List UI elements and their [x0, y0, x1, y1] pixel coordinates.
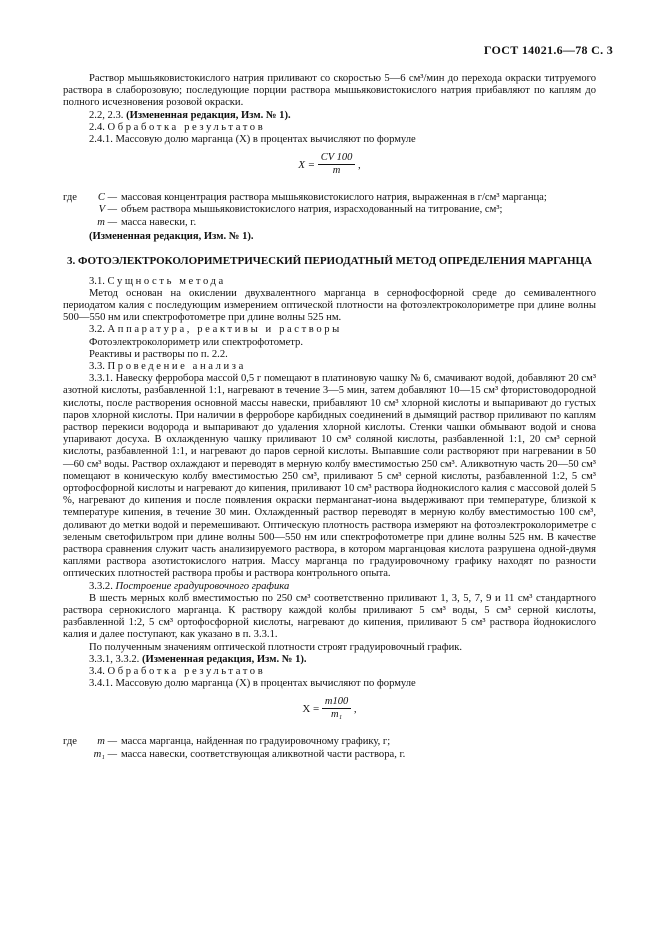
clause-3-4-1: 3.4.1. Массовую долю марганца (X) в процентах вычисляют по формуле: [89, 678, 416, 690]
definitions-2: [63, 736, 596, 760]
clause-2-4-1: 2.4.1. Массовую долю марганца (X) в процентах вычисляют по формуле: [89, 134, 416, 146]
page-header: ГОСТ 14021.6—78 С. 3: [483, 43, 613, 57]
definition-row: [63, 204, 596, 216]
section-3-title: 3. ФОТОЭЛЕКТРОКОЛОРИМЕТРИЧЕСКИЙ ПЕРИОДАТНЫЙ МЕТОД ОПРЕДЕЛЕНИЯ МАРГАНЦА: [66, 255, 593, 268]
definition-text: массовая концентрация раствора мышьяковистокислого натрия, выраженная в г/см³ марганца;: [121, 192, 547, 204]
clause-title: Сущность метода: [107, 275, 226, 287]
definition-text: масса навески, соответствующая аликвотной части раствора, г.: [121, 748, 406, 760]
clause-number: 3.1.: [89, 275, 105, 287]
clause-number: 3.3.2.: [89, 580, 113, 592]
clause-2-4: [63, 122, 596, 134]
definition-symbol: C —: [97, 192, 117, 204]
clause-3-2-line-1: Фотоэлектроколориметр или спектрофотометр.: [89, 336, 303, 348]
clause-3-3-1: 3.3.1. Навеску ферробора массой 0,5 г помещают в платиновую чашку № 6, смачивают водой, добавляют 20 см³ азотной кислоты, разбавленной 1:1, нагревают в течение 3—5 мин, затем добавляют 10—15 см³ фтористоводородной кислоты, после растворения основной массы навески, прибавляют 10 см³ хлорной кислоты и выпаривают до густых паров хлорной кислоты. При наличии в ферроборе карбидных соединений в дымящий раствор приливают по каплям раствор перекиси водорода и выпаривают до удаления хлорной кислоты. Стенки чашки обмывают водой и снова упаривают досуха. В охлажденную чашку приливают 10 см³ соляной кислоты, разбавленной 1:1, 20 см³ серной кислоты, разбавленной 1:1, и нагревают до паров серной кислоты. Выпавшие соли растворяют при нагревании в 50—60 см³ воды. Раствор охлаждают и переводят в мерную колбу вместимостью 250 см³. Аликвотную часть 20—50 см³ помещают в коническую колбу вместимостью 250 см³, приливают 5 см³ серной кислоты, разбавленной 1:2, 5 см³ ортофосфорной кислоты и нагревают до кипения, приливают 10 см³ раствора йоднокислого калия с массовой долей 5 %, нагревают до кипения и после появления окраски перманганат-иона выдерживают при температуре, близкой к температуре кипения, в течение 30 мин. Охлажденный раствор переводят в мерную колбу вместимостью 100 см³, доливают до метки водой и перемешивают. Оптическую плотность раствора измеряют на фотоэлектроколориметре с зеленым светофильтром при длине волны 500—550 нм или спектрофотометре при длине волны 525 нм. В качестве раствора сравнения служит часть анализируемого раствора, в котором марганцовая кислота разрушена одной-двумя каплями раствора азотистокислого натрия. Массу марганца по градуировочному графику находят по разности оптических плотностей раствора пробы и раствора контрольного опыта.: [63, 373, 596, 580]
formula-fraction: [322, 696, 351, 721]
clause-number: 3.2.: [89, 324, 105, 336]
formula-2: [63, 696, 596, 726]
definition-lead: где: [63, 192, 77, 204]
revision-text: (Измененная редакция, Изм. № 1).: [141, 653, 307, 665]
clause-3-2-line-2: Реактивы и растворы по п. 2.2.: [89, 348, 228, 360]
definition-symbol: V —: [98, 204, 117, 216]
clause-3-2: [63, 324, 596, 336]
clause-number: 3.3.: [89, 360, 105, 372]
formula-numerator: m100: [322, 696, 351, 709]
clause-title: Обработка результатов: [107, 121, 266, 133]
paragraph-titration: Раствор мышьяковистокислого натрия приливают со скоростью 5—6 см³/мин до перехода окраски титруемого раствора в слаборозовую; последующие порции раствора мышьяковистокислого натрия прибавляют по каплям до полного исчезновения розовой окраски.: [63, 73, 596, 109]
clause-3-4: [63, 666, 596, 678]
document-body: [63, 73, 596, 763]
definitions-1: [63, 192, 596, 229]
definition-symbol: m —: [97, 736, 117, 748]
clause-3-3-2-text-2: По полученным значениям оптической плотности строят градуировочный график.: [89, 641, 463, 653]
revision-note-1: (Измененная редакция, Изм. № 1).: [89, 230, 254, 242]
clause-title: Аппаратура, реактивы и растворы: [107, 324, 342, 336]
revision-note-2-2: [63, 110, 596, 122]
clause-number: 2.2, 2.3.: [89, 109, 124, 121]
formula-tail: ,: [358, 158, 361, 171]
revision-note-3-3: [63, 654, 596, 666]
formula-numerator: CV 100: [318, 152, 356, 165]
clause-title: Проведение анализа: [107, 360, 246, 372]
definition-text: масса навески, г.: [121, 216, 197, 228]
clause-3-3-2-text: В шесть мерных колб вместимостью по 250 см³ соответственно приливают 1, 3, 5, 7, 9 и 11 см³ стандартного раствора сернокислого марганца. К раствору каждой колбы приливают 5 см³ воды, 5 см³ серной кислоты, разбавленной 1:2, 5 см³ ортофосфорной кислоты, нагревают до кипения, приливают 5 см³ раствора йоднокислого калия и далее поступают, как указано в п. 3.3.1.: [63, 592, 596, 641]
clause-3-1-text: Метод основан на окислении двухвалентного марганца в сернофосфорной среде до семивалентного периодатом калия с последующим измерением оптической плотности на фотоэлектроколориметре при длине волны 500—550 нм или спектрофотометре при длине волны 525 нм.: [63, 287, 596, 324]
clause-number: 2.4.: [89, 121, 105, 133]
clause-number: 3.4.: [89, 666, 105, 678]
formula-lhs: X =: [302, 702, 320, 715]
definition-row: [63, 192, 596, 204]
definition-row: [63, 736, 596, 748]
definition-text: объем раствора мышьяковистокислого натрия, израсходованный на титрование, см³;: [121, 204, 503, 216]
definition-row: [63, 217, 596, 229]
formula-lhs: X =: [298, 158, 316, 171]
formula-fraction: [318, 152, 356, 177]
definition-text: масса марганца, найденная по градуировочному графику, г;: [121, 736, 391, 748]
formula-denominator: m: [332, 165, 341, 177]
formula-1: [63, 152, 596, 182]
definition-row: [63, 749, 596, 761]
revision-text: (Измененная редакция, Изм. № 1).: [126, 109, 291, 121]
clause-3-1: [63, 276, 596, 288]
clause-3-3-2: [63, 581, 596, 593]
formula-tail: ,: [353, 702, 357, 715]
definition-lead: где: [63, 736, 77, 748]
clause-title: Обработка результатов: [107, 666, 266, 678]
definition-symbol: m₁ —: [93, 748, 117, 760]
clause-number: 3.3.1, 3.3.2.: [89, 653, 140, 665]
clause-title: Построение градуировочного графика: [115, 580, 290, 592]
definition-symbol: m —: [97, 216, 117, 228]
clause-3-3: [63, 361, 596, 373]
formula-denominator: m₁: [330, 709, 343, 721]
